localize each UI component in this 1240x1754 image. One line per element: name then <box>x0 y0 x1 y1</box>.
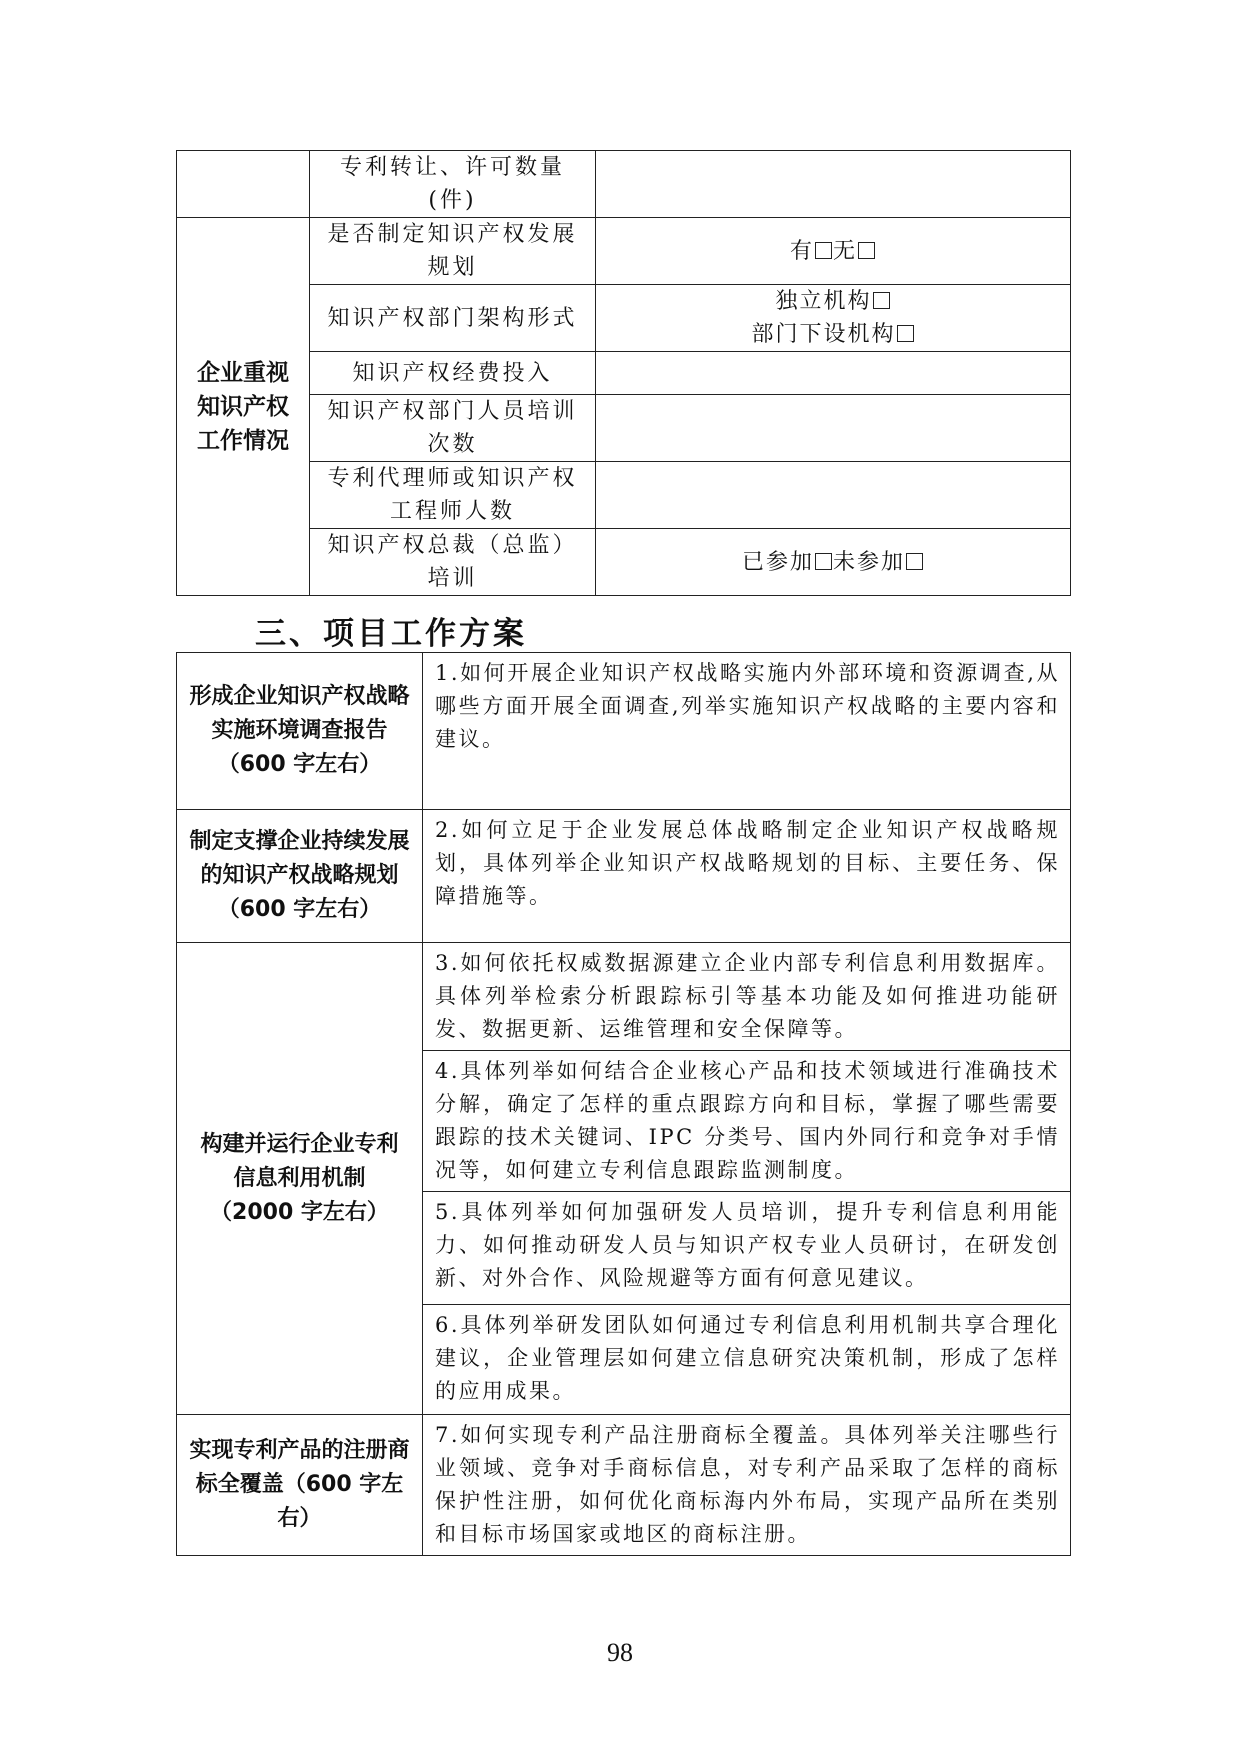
row-label: 知识产权经费投入 <box>310 352 596 395</box>
plan-item: 5.具体列举如何加强研发人员培训，提升专利信息利用能力、如何推动研发人员与知识产权专业人员研讨，在研发创新、对外合作、风险规避等方面有何意见建议。 <box>423 1192 1071 1305</box>
choice-cell <box>596 529 1071 596</box>
checkbox-icon[interactable] <box>873 292 890 309</box>
option-not-attended[interactable]: 未参加 <box>833 546 924 579</box>
plan-label: 制定支撑企业持续发展的知识产权战略规划（600 字左右） <box>177 810 423 943</box>
plan-item: 6.具体列举研发团队如何通过专利信息利用机制共享合理化建议，企业管理层如何建立信息研究决策机制，形成了怎样的应用成果。 <box>423 1305 1071 1415</box>
project-plan-table <box>176 652 1071 1556</box>
row-value[interactable] <box>596 462 1071 529</box>
choice-cell <box>596 218 1071 285</box>
plan-label: 实现专利产品的注册商标全覆盖（600 字左右） <box>177 1415 423 1556</box>
row-label: 知识产权部门架构形式 <box>310 285 596 352</box>
checkbox-icon[interactable] <box>815 553 832 570</box>
choice-cell <box>596 285 1071 352</box>
enterprise-ip-table <box>176 150 1071 596</box>
row-value[interactable] <box>596 395 1071 462</box>
row-value[interactable] <box>596 151 1071 218</box>
checkbox-icon[interactable] <box>815 242 832 259</box>
plan-item: 1.如何开展企业知识产权战略实施内外部环境和资源调查,从哪些方面开展全面调查,列举实施知识产权战略的主要内容和建议。 <box>423 653 1071 810</box>
plan-label: 构建并运行企业专利信息利用机制（2000 字左右） <box>177 943 423 1415</box>
plan-label: 形成企业知识产权战略实施环境调查报告（600 字左右） <box>177 653 423 810</box>
option-independent[interactable]: 独立机构 <box>775 285 890 318</box>
section-heading: 三、项目工作方案 <box>255 616 527 652</box>
blank-cell <box>177 151 310 218</box>
row-label: 专利转让、许可数量(件) <box>310 151 596 218</box>
plan-item: 3.如何依托权威数据源建立企业内部专利信息利用数据库。具体列举检索分析跟踪标引等基本功能及如何推进功能研发、数据更新、运维管理和安全保障等。 <box>423 943 1071 1051</box>
group-label: 企业重视知识产权工作情况 <box>177 218 310 596</box>
option-attended[interactable]: 已参加 <box>742 546 833 579</box>
page-number: 98 <box>607 1638 633 1667</box>
row-label: 是否制定知识产权发展规划 <box>310 218 596 285</box>
option-sub-department[interactable]: 部门下设机构 <box>751 318 914 351</box>
row-label: 知识产权部门人员培训次数 <box>310 395 596 462</box>
checkbox-icon[interactable] <box>897 325 914 342</box>
plan-item: 7.如何实现专利产品注册商标全覆盖。具体列举关注哪些行业领域、竞争对手商标信息，对专利产品采取了怎样的商标保护性注册，如何优化商标海内外布局，实现产品所在类别和目标市场国家或地区的商标注册。 <box>423 1415 1071 1556</box>
checkbox-icon[interactable] <box>858 242 875 259</box>
row-label: 专利代理师或知识产权工程师人数 <box>310 462 596 529</box>
checkbox-icon[interactable] <box>906 553 923 570</box>
row-value[interactable] <box>596 352 1071 395</box>
plan-item: 4.具体列举如何结合企业核心产品和技术领域进行准确技术分解，确定了怎样的重点跟踪方向和目标，掌握了哪些需要跟踪的技术关键词、IPC 分类号、国内外同行和竞争对手情况等，如何建立专利信息跟踪监测制度。 <box>423 1051 1071 1192</box>
option-none[interactable]: 无 <box>833 235 876 268</box>
option-has[interactable]: 有 <box>790 235 833 268</box>
row-label: 知识产权总裁（总监）培训 <box>310 529 596 596</box>
plan-item: 2.如何立足于企业发展总体战略制定企业知识产权战略规划，具体列举企业知识产权战略规划的目标、主要任务、保障措施等。 <box>423 810 1071 943</box>
